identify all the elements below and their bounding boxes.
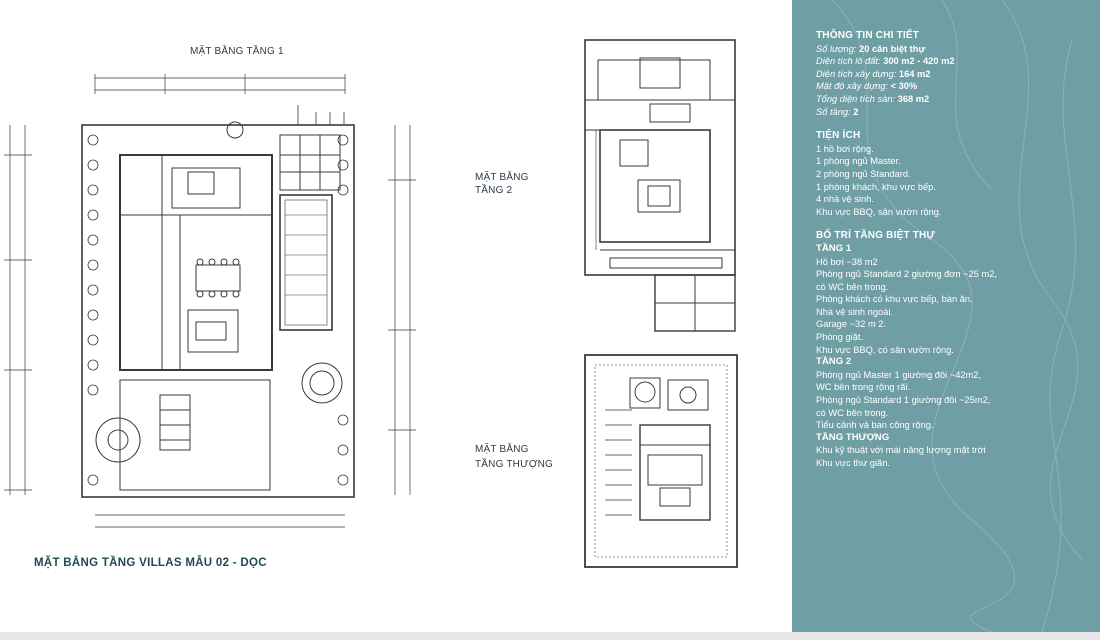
roof-label-line2: TẦNG THƯỢNG	[475, 459, 554, 470]
floor2-item: Phòng ngủ Master 1 giường đôi ~42m2,	[816, 369, 982, 380]
amenity-item: 1 phòng ngủ Master.	[816, 156, 901, 167]
roof-subheading: TẦNG THƯỢNG	[816, 431, 890, 443]
floor1-item: Garage ~32 m 2.	[816, 319, 887, 330]
detail-label: Tổng diện tích sàn:	[816, 93, 898, 104]
floor2-label-line1: MẶT BẰNG	[475, 172, 529, 183]
info-panel	[792, 0, 1100, 632]
floor1-item: có WC bên trong.	[816, 281, 889, 292]
amenity-item: Khu vực BBQ, sân vườn rộng.	[816, 206, 942, 217]
amenities-heading: TIỆN ÍCH	[816, 130, 861, 142]
roof-item: Khu vực thư giãn.	[816, 458, 890, 468]
detail-value: 368 m2	[897, 93, 930, 104]
layout-heading: BỐ TRÍ TẦNG BIỆT THỰ	[816, 230, 935, 242]
detail-label: Mật độ xây dựng:	[816, 81, 891, 92]
detail-value: < 30%	[890, 81, 918, 92]
floor2-item: có WC bên trong.	[816, 407, 889, 418]
detail-label: Số tầng:	[816, 106, 854, 117]
detail-label: Số lượng:	[816, 43, 860, 54]
panel-content	[816, 30, 1086, 470]
floor2-plan-label	[475, 171, 545, 197]
floor1-item: Phòng giặt.	[816, 332, 864, 343]
detail-row	[816, 43, 1086, 56]
detail-value: 2	[853, 106, 859, 117]
floor2-subheading: TẦNG 2	[816, 356, 852, 368]
detail-value: 20 căn biệt thự	[859, 43, 926, 54]
floor1-item: Phòng ngủ Standard 2 giường đơn ~25 m2,	[816, 269, 997, 280]
floor2-item: Phòng ngủ Standard 1 giường đôi ~25m2,	[816, 395, 991, 406]
roof-label-line1: MẶT BẰNG	[475, 444, 529, 455]
sheet-title: MẶT BẰNG TẦNG VILLAS MẪU 02 - DỌC	[34, 557, 267, 569]
floor2-label-line2: TẦNG 2	[475, 185, 513, 196]
detail-row	[816, 106, 1086, 119]
detail-row	[816, 93, 1086, 106]
second-floor-plan	[585, 40, 735, 331]
bottom-strip	[0, 632, 1100, 640]
floor1-plan-label: MẶT BẰNG TẦNG 1	[190, 46, 284, 57]
roof-floor-plan	[585, 355, 737, 567]
detail-row	[816, 68, 1086, 81]
detail-value: 164 m2	[898, 68, 931, 79]
amenity-item: 4 nhà vệ sinh.	[816, 194, 874, 205]
floor1-item: Hồ bơi ~38 m2	[816, 256, 878, 267]
detail-label: Diện tích xây dựng:	[816, 68, 899, 79]
details-heading: THÔNG TIN CHI TIẾT	[816, 30, 920, 41]
floor2-item: Tiểu cảnh và ban công rộng.	[816, 420, 934, 431]
floor1-item: Nhà vệ sinh ngoài.	[816, 306, 894, 317]
detail-label: Diện tích lô đất:	[816, 56, 884, 67]
roof-item: Khu kỹ thuật với mái năng lượng mặt trời	[816, 445, 986, 456]
floor1-item: Phòng khách có khu vực bếp, bàn ăn.	[816, 294, 973, 305]
detail-value: 300 m2 - 420 m2	[883, 56, 955, 67]
floor1-item: Khu vực BBQ, có sân vườn rộng.	[816, 344, 954, 355]
amenity-item: 1 hồ bơi rộng.	[816, 143, 874, 154]
floor2-item: WC bên trong rộng rãi.	[816, 382, 911, 393]
amenity-item: 1 phòng khách, khu vực bếp.	[816, 181, 936, 192]
ground-floor-plan	[4, 74, 416, 527]
amenity-item: 2 phòng ngủ Standard.	[816, 168, 911, 179]
detail-row	[816, 80, 1086, 93]
detail-row	[816, 55, 1086, 68]
floor1-subheading: TẦNG 1	[816, 242, 852, 254]
roof-plan-label	[475, 442, 565, 472]
